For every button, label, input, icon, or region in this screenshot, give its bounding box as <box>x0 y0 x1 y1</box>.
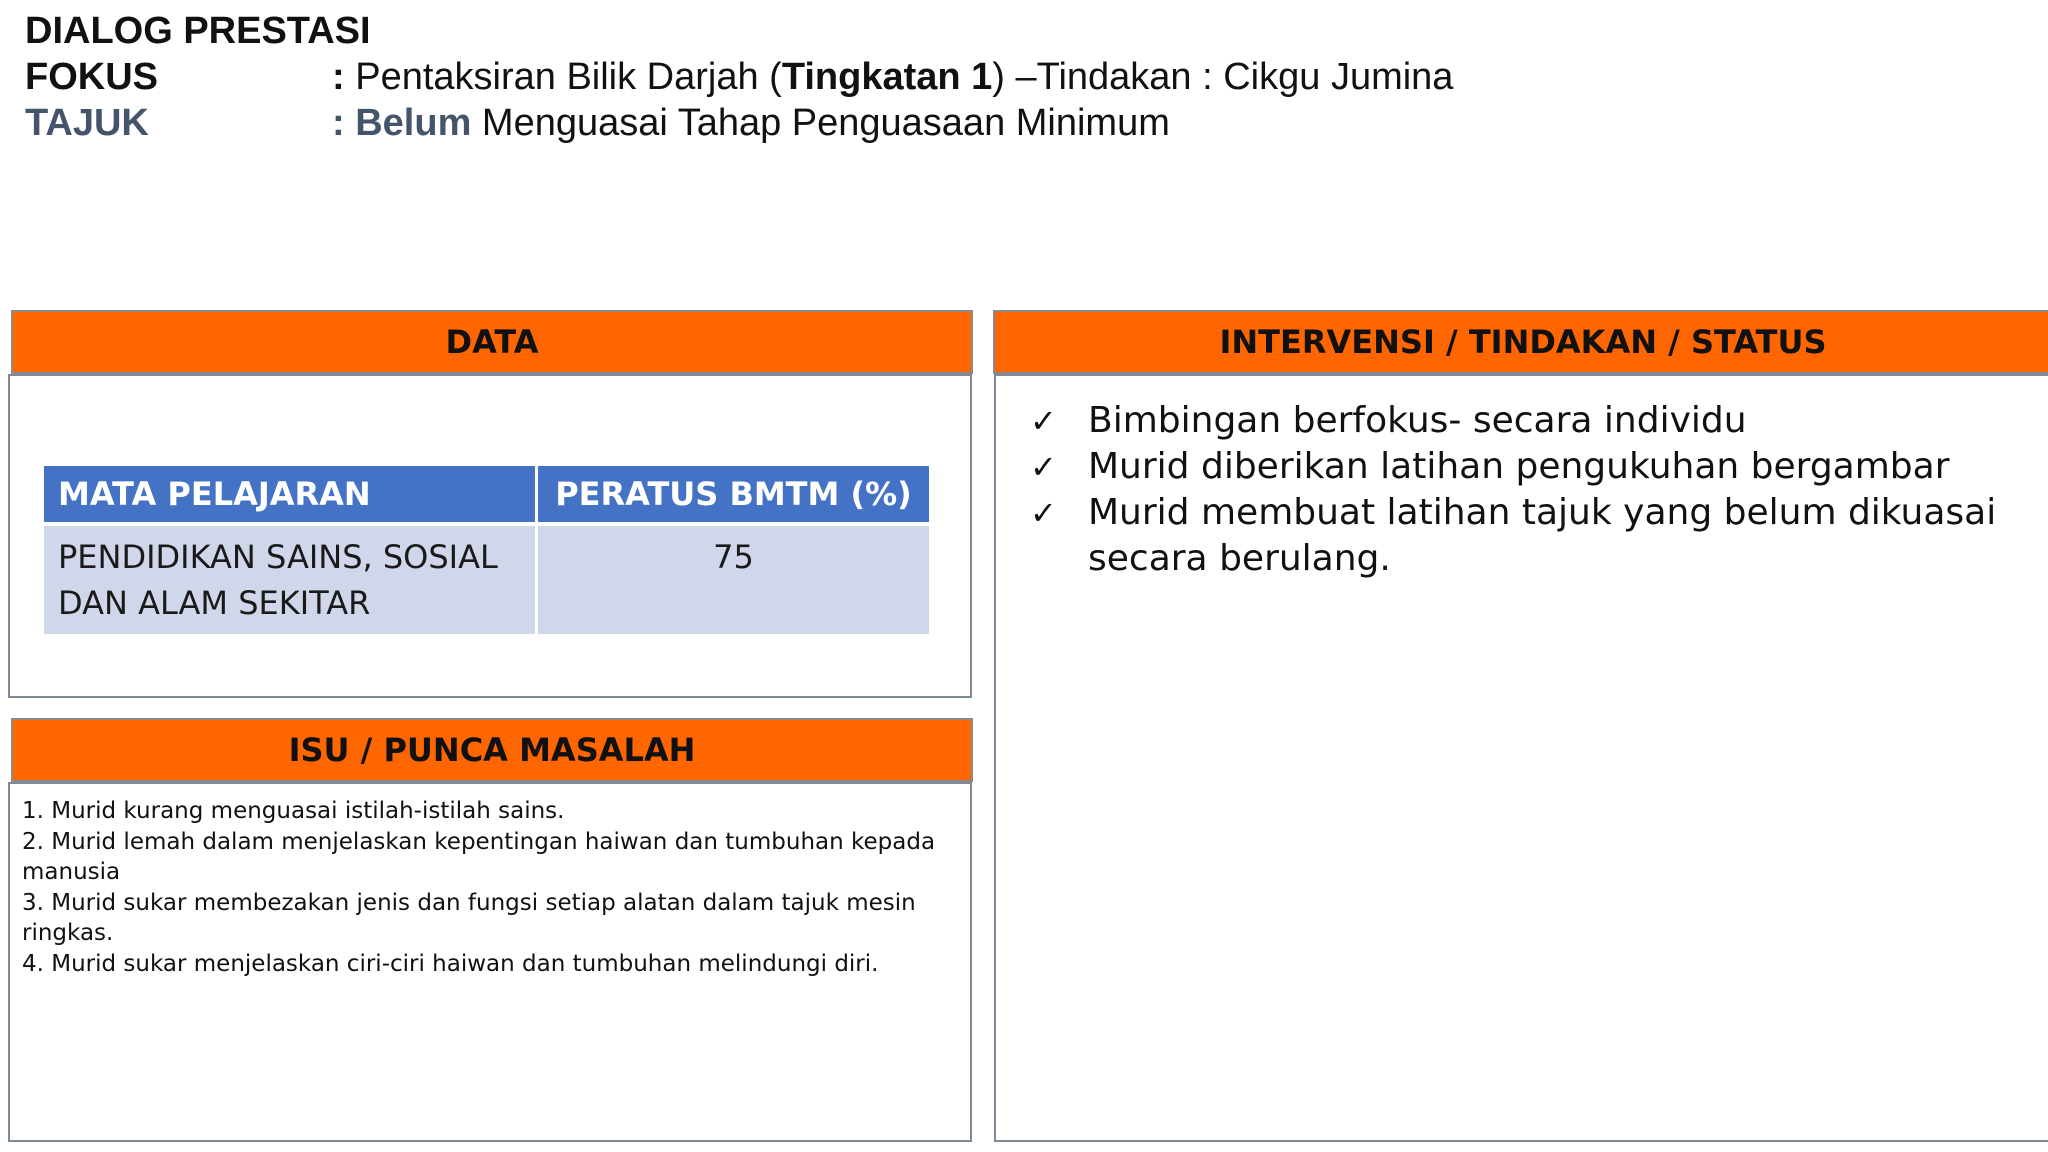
list-item <box>1030 398 2020 444</box>
check-icon: ✓ <box>1030 494 1057 532</box>
intervention-text: Murid membuat latihan tajuk yang belum dikuasai secara berulang. <box>1088 492 1997 579</box>
tajuk-label: TAJUK <box>25 102 149 144</box>
tajuk-text-bold: Belum <box>355 102 472 144</box>
subject-line-1: PENDIDIKAN SAINS, SOSIAL <box>58 538 498 576</box>
check-icon: ✓ <box>1030 448 1057 486</box>
tajuk-value <box>332 100 1170 146</box>
issue-list <box>22 796 952 979</box>
list-item: 4. Murid sukar menjelaskan ciri-ciri haiwan dan tumbuhan melindungi diri. <box>22 950 879 977</box>
list-item <box>1030 490 2020 582</box>
column-header-subject: MATA PELAJARAN <box>44 466 538 526</box>
intervention-list <box>1030 398 2020 582</box>
page-title: DIALOG PRESTASI <box>25 10 371 52</box>
table-row <box>44 526 929 634</box>
list-item: 3. Murid sukar membezakan jenis dan fungsi setiap alatan dalam tajuk mesin ringkas. <box>22 889 916 946</box>
intervention-panel-heading: INTERVENSI / TINDAKAN / STATUS <box>993 310 2048 374</box>
tajuk-colon: : <box>332 102 356 144</box>
subject-cell <box>44 526 538 634</box>
check-icon: ✓ <box>1030 402 1057 440</box>
column-header-percent: PERATUS BMTM (%) <box>538 466 929 526</box>
percent-cell: 75 <box>538 526 929 634</box>
list-item: 1. Murid kurang menguasai istilah-istilah sains. <box>22 798 565 824</box>
fokus-value <box>332 54 1453 100</box>
intervention-text: Bimbingan berfokus- secara individu <box>1088 400 1747 441</box>
intervention-text: Murid diberikan latihan pengukuhan bergambar <box>1088 446 1950 487</box>
issue-panel-heading: ISU / PUNCA MASALAH <box>11 718 973 782</box>
list-item <box>1030 444 2020 490</box>
subject-line-2: DAN ALAM SEKITAR <box>58 584 371 622</box>
fokus-text-bold: Tingkatan 1 <box>781 56 993 98</box>
data-panel-heading: DATA <box>11 310 973 374</box>
fokus-text-b: ) –Tindakan : Cikgu Jumina <box>992 56 1454 98</box>
subject-table <box>44 466 929 634</box>
fokus-label: FOKUS <box>25 56 158 98</box>
fokus-colon: : <box>332 56 356 98</box>
tajuk-text-rest: Menguasai Tahap Penguasaan Minimum <box>471 102 1170 144</box>
list-item: 2. Murid lemah dalam menjelaskan kepentingan haiwan dan tumbuhan kepada manusia <box>22 828 936 885</box>
fokus-text-a: Pentaksiran Bilik Darjah ( <box>355 56 782 98</box>
table-header-row <box>44 466 929 526</box>
